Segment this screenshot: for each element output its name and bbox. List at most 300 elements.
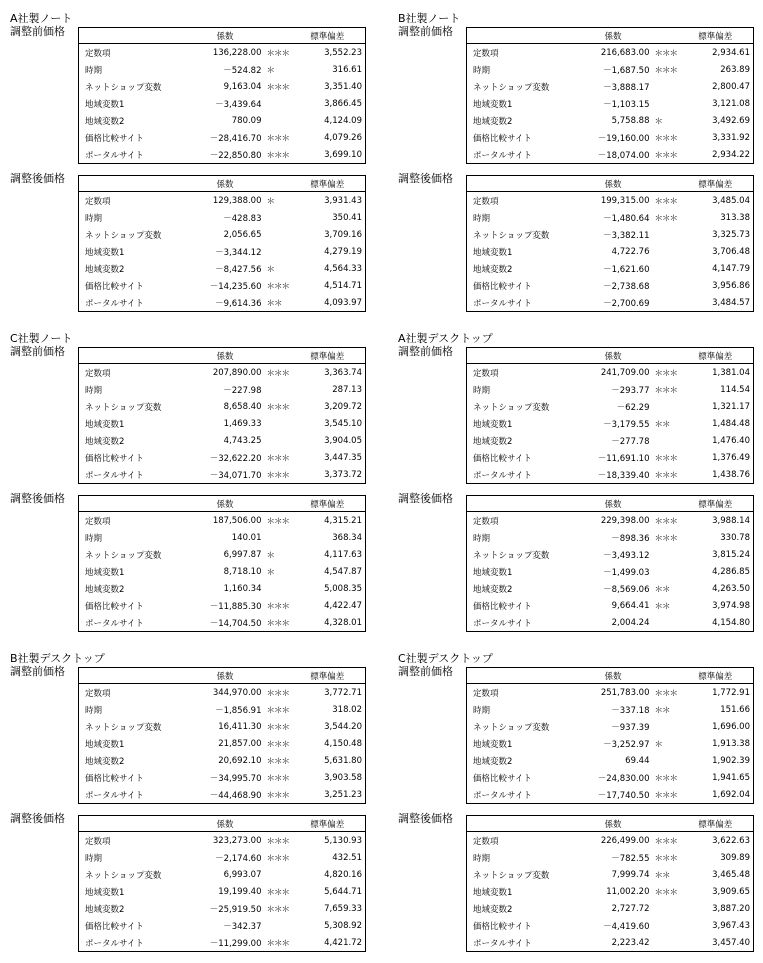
significance-stars: ＊＊＊	[652, 146, 678, 164]
std-error-value: 3,492.69	[678, 112, 754, 129]
significance-stars	[652, 243, 678, 260]
variable-label: ポータルサイト	[467, 146, 575, 164]
coefficient-value: －2,174.60	[215, 853, 262, 864]
variable-label: 地域変数2	[79, 900, 187, 917]
variable-label: ポータルサイト	[79, 934, 187, 952]
coefficient-value: 21,857.00	[218, 738, 262, 749]
std-error-value: 4,093.97	[290, 294, 366, 312]
table-row	[467, 260, 754, 277]
header-se: 標準偏差	[290, 668, 366, 684]
std-error-value: 5,644.71	[290, 883, 366, 900]
header-blank	[467, 176, 575, 192]
coefficient-value: 2,056.65	[223, 229, 262, 240]
table-row	[79, 529, 366, 546]
significance-stars	[264, 243, 290, 260]
std-error-value: 309.89	[678, 849, 754, 866]
significance-stars: ＊	[266, 567, 275, 578]
variable-label: 地域変数2	[79, 580, 187, 597]
significance-stars	[652, 934, 678, 952]
table-row	[79, 209, 366, 226]
coefficient-value: 11,002.20	[606, 886, 650, 897]
significance-stars	[264, 529, 290, 546]
table-row	[467, 44, 754, 62]
coefficient-value: 323,273.00	[212, 835, 262, 846]
coefficient-value: －44,468.90	[187, 786, 264, 804]
coefficient-value: 241,709.00	[600, 367, 650, 378]
coefficient-value: －11,691.10	[597, 453, 650, 464]
table-row	[467, 226, 754, 243]
variable-label: 定数項	[79, 832, 187, 850]
table-row	[79, 381, 366, 398]
std-error-value: 263.89	[678, 61, 754, 78]
table-row	[467, 209, 754, 226]
coefficient-value: －3,493.12	[603, 550, 650, 561]
coefficient-value: －22,850.80	[187, 146, 264, 164]
coefficient-value: 1,469.33	[223, 418, 262, 429]
significance-stars	[264, 112, 290, 129]
price-label-pre: 調整前価格	[10, 665, 65, 678]
table-row	[467, 580, 754, 597]
variable-label: ポータルサイト	[467, 934, 575, 952]
variable-label: 地域変数1	[79, 735, 187, 752]
header-coef: 係数	[575, 348, 652, 364]
std-error-value: 3,363.74	[290, 364, 366, 382]
std-error-value: 350.41	[290, 209, 366, 226]
significance-stars: ＊＊＊	[654, 196, 678, 207]
coefficient-value: 9,664.41	[611, 600, 650, 611]
block-b-desktop	[10, 652, 370, 962]
table-header-row	[79, 28, 366, 44]
std-error-value: 3,251.23	[290, 786, 366, 804]
coefficient-value: －1,480.64	[603, 213, 650, 224]
table-row	[79, 546, 366, 563]
variable-label: 時期	[467, 61, 575, 78]
variable-label: 地域変数1	[79, 95, 187, 112]
std-error-value: 3,904.05	[290, 432, 366, 449]
significance-stars	[652, 563, 678, 580]
table-header-row	[467, 816, 754, 832]
std-error-value: 4,117.63	[290, 546, 366, 563]
variable-label: 地域変数2	[79, 112, 187, 129]
significance-stars	[652, 432, 678, 449]
header-blank	[79, 496, 187, 512]
significance-stars: ＊＊	[654, 584, 670, 595]
std-error-value: 368.34	[290, 529, 366, 546]
header-se: 標準偏差	[290, 176, 366, 192]
price-label-pre: 調整前価格	[10, 345, 65, 358]
variable-label: ネットショップ変数	[467, 78, 575, 95]
company-title: C社製デスクトップ	[398, 652, 493, 665]
header-se: 標準偏差	[290, 28, 366, 44]
coefficient-value: 187,506.00	[212, 515, 262, 526]
std-error-value: 4,263.50	[678, 580, 754, 597]
variable-label: 時期	[79, 381, 187, 398]
std-error-value: 2,800.47	[678, 78, 754, 95]
coefficient-value: 251,783.00	[600, 687, 650, 698]
variable-label: 価格比較サイト	[467, 449, 575, 466]
variable-label: 地域変数2	[467, 432, 575, 449]
coefficient-value: －2,700.69	[575, 294, 652, 312]
table-row	[467, 61, 754, 78]
variable-label: 価格比較サイト	[467, 129, 575, 146]
significance-stars: ＊＊＊	[266, 739, 290, 750]
variable-label: 時期	[467, 209, 575, 226]
std-error-value: 1,376.49	[678, 449, 754, 466]
variable-label: 価格比較サイト	[79, 917, 187, 934]
price-label-pre: 調整前価格	[398, 25, 453, 38]
coefficient-value: 226,499.00	[600, 835, 650, 846]
table-row	[79, 78, 366, 95]
significance-stars: ＊＊＊	[654, 773, 678, 784]
table-row	[79, 786, 366, 804]
header-sig	[264, 816, 290, 832]
std-error-value: 3,485.04	[678, 192, 754, 210]
std-error-value: 3,331.92	[678, 129, 754, 146]
variable-label: 定数項	[467, 832, 575, 850]
variable-label: 地域変数1	[467, 735, 575, 752]
header-se: 標準偏差	[290, 816, 366, 832]
coefficient-value: －293.77	[611, 385, 650, 396]
table-header-row	[467, 28, 754, 44]
std-error-value: 4,514.71	[290, 277, 366, 294]
table-header-row	[467, 348, 754, 364]
variable-label: ネットショップ変数	[79, 226, 187, 243]
significance-stars: ＊	[266, 264, 275, 275]
coefficient-value: 136,228.00	[212, 47, 262, 58]
variable-label: ポータルサイト	[79, 294, 187, 312]
std-error-value: 3,956.86	[678, 277, 754, 294]
std-error-value: 1,484.48	[678, 415, 754, 432]
std-error-value: 5,130.93	[290, 832, 366, 850]
table-row	[467, 786, 754, 804]
block-c-desktop	[398, 652, 758, 962]
significance-stars: ＊＊＊	[266, 722, 290, 733]
coefficient-value: 216,683.00	[600, 47, 650, 58]
header-se: 標準偏差	[678, 816, 754, 832]
coefficient-value: －342.37	[223, 921, 262, 932]
table-row	[467, 243, 754, 260]
variable-label: 定数項	[79, 512, 187, 530]
coefficient-value: 6,993.07	[223, 869, 262, 880]
significance-stars: ＊＊＊	[652, 466, 678, 484]
significance-stars: ＊	[266, 196, 275, 207]
table-row	[467, 563, 754, 580]
table-row	[79, 752, 366, 769]
std-error-value: 1,902.39	[678, 752, 754, 769]
std-error-value: 3,709.16	[290, 226, 366, 243]
coefficient-value: 69.44	[625, 755, 650, 766]
std-error-value: 313.38	[678, 209, 754, 226]
coefficient-value: －3,888.17	[603, 82, 650, 93]
significance-stars: ＊＊	[654, 705, 670, 716]
variable-label: ネットショップ変数	[467, 546, 575, 563]
table-row	[467, 735, 754, 752]
table-row	[79, 364, 366, 382]
std-error-value: 3,699.10	[290, 146, 366, 164]
std-error-value: 3,209.72	[290, 398, 366, 415]
significance-stars	[264, 580, 290, 597]
coefficient-value: －227.98	[223, 385, 262, 396]
significance-stars: ＊＊	[654, 419, 670, 430]
std-error-value: 4,147.79	[678, 260, 754, 277]
std-error-value: 1,438.76	[678, 466, 754, 484]
significance-stars: ＊＊	[654, 601, 670, 612]
variable-label: 価格比較サイト	[467, 277, 575, 294]
variable-label: 地域変数2	[79, 752, 187, 769]
std-error-value: 1,913.38	[678, 735, 754, 752]
header-sig	[264, 28, 290, 44]
significance-stars	[264, 95, 290, 112]
variable-label: 価格比較サイト	[467, 917, 575, 934]
variable-label: 定数項	[79, 192, 187, 210]
std-error-value: 3,457.40	[678, 934, 754, 952]
coefficient-value: 9,163.04	[223, 81, 262, 92]
coefficient-value: －34,995.70	[209, 773, 262, 784]
std-error-value: 3,931.43	[290, 192, 366, 210]
significance-stars: ＊＊＊	[654, 887, 678, 898]
coefficient-value: 20,692.10	[218, 755, 262, 766]
block-a-desktop	[398, 332, 758, 642]
std-error-value: 7,659.33	[290, 900, 366, 917]
table-row	[79, 95, 366, 112]
std-error-value: 5,308.92	[290, 917, 366, 934]
coefficient-value: －19,160.00	[597, 133, 650, 144]
significance-stars: ＊＊＊	[266, 705, 290, 716]
significance-stars: ＊＊＊	[266, 601, 290, 612]
header-blank	[467, 668, 575, 684]
coefficient-value: －277.78	[611, 436, 650, 447]
coefficient-value: 129,388.00	[212, 195, 262, 206]
table-row	[79, 512, 366, 530]
significance-stars: ＊＊＊	[264, 146, 290, 164]
std-error-value: 3,772.71	[290, 684, 366, 702]
table-row	[467, 415, 754, 432]
significance-stars	[652, 78, 678, 95]
variable-label: ポータルサイト	[79, 614, 187, 632]
std-error-value: 3,815.24	[678, 546, 754, 563]
variable-label: ポータルサイト	[467, 786, 575, 804]
header-blank	[467, 28, 575, 44]
coefficient-value: －782.55	[611, 853, 650, 864]
std-error-value: 4,286.85	[678, 563, 754, 580]
table-row	[79, 61, 366, 78]
variable-label: 価格比較サイト	[79, 449, 187, 466]
std-error-value: 3,552.23	[290, 44, 366, 62]
table-row	[79, 146, 366, 164]
table-row	[79, 883, 366, 900]
coefficient-value: 16,411.30	[218, 721, 262, 732]
coefficient-value: 344,970.00	[212, 687, 262, 698]
block-b-notebook	[398, 12, 758, 322]
significance-stars: ＊＊＊	[654, 453, 678, 464]
header-se: 標準偏差	[678, 348, 754, 364]
variable-label: 地域変数1	[467, 415, 575, 432]
header-sig	[652, 496, 678, 512]
table-row	[79, 866, 366, 883]
coefficient-value: －28,416.70	[209, 133, 262, 144]
variable-label: 価格比較サイト	[79, 277, 187, 294]
table-row	[79, 277, 366, 294]
company-title: A社製デスクトップ	[398, 332, 493, 345]
header-se: 標準偏差	[678, 496, 754, 512]
significance-stars: ＊＊＊	[654, 368, 678, 379]
std-error-value: 3,903.58	[290, 769, 366, 786]
significance-stars: ＊＊＊	[266, 773, 290, 784]
header-sig	[652, 28, 678, 44]
std-error-value: 151.66	[678, 701, 754, 718]
table-row	[79, 44, 366, 62]
variable-label: ポータルサイト	[79, 466, 187, 484]
table-row	[467, 466, 754, 484]
coefficient-value: －32,622.20	[209, 453, 262, 464]
std-error-value: 5,008.35	[290, 580, 366, 597]
std-error-value: 4,154.80	[678, 614, 754, 632]
std-error-value: 4,422.47	[290, 597, 366, 614]
significance-stars: ＊＊＊	[654, 533, 678, 544]
coefficient-value: －8,569.06	[603, 584, 650, 595]
variable-label: 地域変数2	[467, 260, 575, 277]
table-row	[79, 701, 366, 718]
significance-stars: ＊＊＊	[654, 213, 678, 224]
std-error-value: 2,934.22	[678, 146, 754, 164]
variable-label: 定数項	[79, 684, 187, 702]
variable-label: 時期	[467, 701, 575, 718]
coefficient-value: －24,830.00	[597, 773, 650, 784]
table-header-row	[79, 816, 366, 832]
header-coef: 係数	[575, 176, 652, 192]
significance-stars	[264, 209, 290, 226]
std-error-value: 3,967.43	[678, 917, 754, 934]
header-sig	[652, 668, 678, 684]
table-row	[79, 718, 366, 735]
variable-label: 時期	[79, 529, 187, 546]
std-error-value: 4,079.26	[290, 129, 366, 146]
coefficient-value: －9,614.36	[187, 294, 264, 312]
table-row	[79, 260, 366, 277]
header-blank	[467, 496, 575, 512]
header-blank	[79, 816, 187, 832]
price-label-pre: 調整前価格	[398, 665, 453, 678]
coefficient-value: 207,890.00	[212, 367, 262, 378]
variable-label: 地域変数1	[467, 243, 575, 260]
std-error-value: 3,484.57	[678, 294, 754, 312]
significance-stars: ＊＊＊	[652, 786, 678, 804]
coefficient-value: 780.09	[231, 115, 262, 126]
coefficient-value: 1,160.34	[223, 583, 262, 594]
significance-stars: ＊＊＊	[264, 614, 290, 632]
std-error-value: 1,476.40	[678, 432, 754, 449]
regression-table-post	[78, 815, 366, 952]
significance-stars: ＊＊＊	[266, 368, 290, 379]
regression-table-pre	[466, 667, 754, 804]
table-row	[467, 146, 754, 164]
header-sig	[264, 668, 290, 684]
significance-stars: ＊＊	[654, 870, 670, 881]
coefficient-value: －1,621.60	[603, 264, 650, 275]
variable-label: 定数項	[467, 364, 575, 382]
table-row	[79, 112, 366, 129]
variable-label: ネットショップ変数	[79, 546, 187, 563]
header-coef: 係数	[187, 496, 264, 512]
regression-table-post	[466, 495, 754, 632]
regression-table-post	[466, 815, 754, 952]
std-error-value: 4,421.72	[290, 934, 366, 952]
table-row	[467, 432, 754, 449]
coefficient-value: 8,718.10	[223, 566, 262, 577]
variable-label: ポータルサイト	[467, 294, 575, 312]
variable-label: 地域変数1	[467, 95, 575, 112]
std-error-value: 1,696.00	[678, 718, 754, 735]
table-row	[79, 129, 366, 146]
coefficient-value: －34,071.70	[187, 466, 264, 484]
std-error-value: 1,941.65	[678, 769, 754, 786]
significance-stars: ＊＊＊	[654, 65, 678, 76]
table-header-row	[79, 496, 366, 512]
price-label-post: 調整後価格	[10, 172, 65, 185]
significance-stars	[652, 277, 678, 294]
std-error-value: 432.51	[290, 849, 366, 866]
regression-table-pre	[78, 667, 366, 804]
variable-label: 価格比較サイト	[79, 769, 187, 786]
table-row	[79, 466, 366, 484]
table-row	[79, 563, 366, 580]
variable-label: 地域変数1	[467, 883, 575, 900]
coefficient-value: －3,252.97	[603, 739, 650, 750]
coefficient-value: －1,103.15	[603, 99, 650, 110]
table-row	[79, 769, 366, 786]
coefficient-value: －898.36	[611, 533, 650, 544]
table-row	[79, 614, 366, 632]
coefficient-value: －937.39	[611, 722, 650, 733]
table-row	[79, 398, 366, 415]
variable-label: 価格比較サイト	[79, 597, 187, 614]
header-blank	[79, 668, 187, 684]
std-error-value: 3,887.20	[678, 900, 754, 917]
significance-stars: ＊＊＊	[266, 756, 290, 767]
coefficient-value: －3,344.12	[215, 247, 262, 258]
variable-label: 地域変数1	[79, 883, 187, 900]
variable-label: 価格比較サイト	[467, 597, 575, 614]
coefficient-value: －11,885.30	[209, 601, 262, 612]
table-row	[467, 529, 754, 546]
std-error-value: 316.61	[290, 61, 366, 78]
header-coef: 係数	[187, 668, 264, 684]
coefficient-value: －524.82	[223, 65, 262, 76]
significance-stars	[652, 614, 678, 632]
regression-table-pre	[78, 347, 366, 484]
table-row	[467, 752, 754, 769]
table-row	[79, 415, 366, 432]
variable-label: ネットショップ変数	[467, 398, 575, 415]
table-row	[79, 192, 366, 210]
variable-label: 定数項	[467, 684, 575, 702]
variable-label: ポータルサイト	[467, 466, 575, 484]
coefficient-value: －337.18	[611, 705, 650, 716]
significance-stars	[652, 294, 678, 312]
table-row	[467, 277, 754, 294]
header-coef: 係数	[187, 816, 264, 832]
coefficient-value: －1,687.50	[603, 65, 650, 76]
table-row	[467, 546, 754, 563]
header-sig	[264, 348, 290, 364]
significance-stars	[652, 226, 678, 243]
significance-stars: ＊＊＊	[266, 133, 290, 144]
coefficient-value: －25,919.50	[209, 904, 262, 915]
header-sig	[264, 176, 290, 192]
std-error-value: 4,547.87	[290, 563, 366, 580]
std-error-value: 3,866.45	[290, 95, 366, 112]
variable-label: 時期	[467, 529, 575, 546]
